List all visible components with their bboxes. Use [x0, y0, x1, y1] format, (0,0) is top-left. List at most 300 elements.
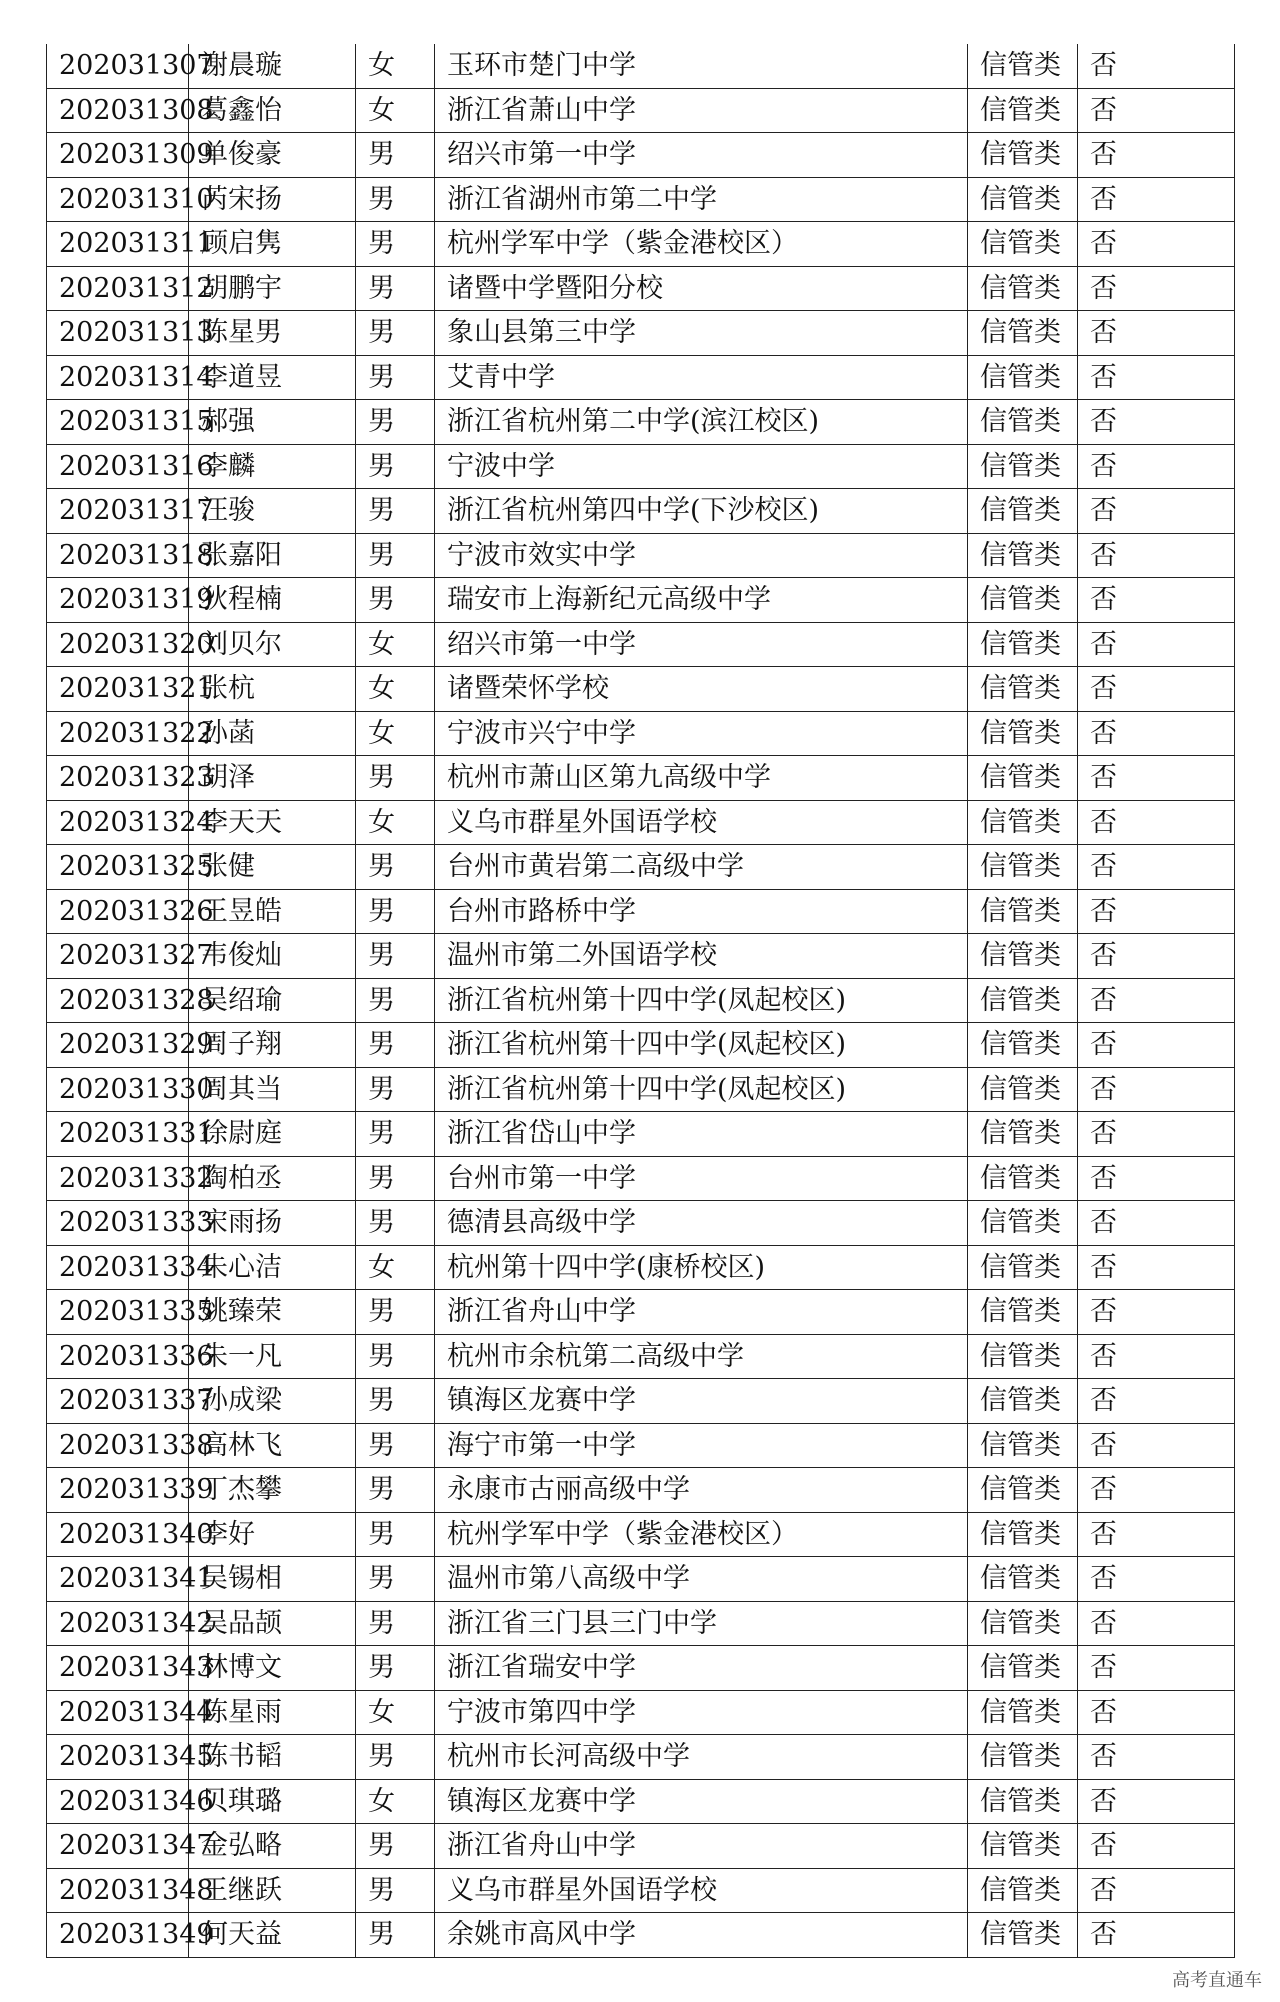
school-cell: 永康市古丽高级中学: [435, 1468, 968, 1513]
school-cell: 杭州市长河高级中学: [435, 1735, 968, 1780]
table-row: [47, 1913, 1235, 1958]
name-cell: 张杭: [189, 667, 356, 712]
flag-cell: 否: [1078, 1868, 1235, 1913]
name-cell: 高林飞: [189, 1423, 356, 1468]
name-cell: 狄程楠: [189, 578, 356, 623]
gender-cell: 男: [356, 889, 435, 934]
school-cell: 诸暨中学暨阳分校: [435, 266, 968, 311]
flag-cell: 否: [1078, 266, 1235, 311]
student-id-cell: 202031307: [47, 44, 189, 88]
category-cell: 信管类: [968, 533, 1078, 578]
gender-cell: 女: [356, 800, 435, 845]
gender-cell: 女: [356, 1779, 435, 1824]
flag-cell: 否: [1078, 444, 1235, 489]
table-row: [47, 1735, 1235, 1780]
category-cell: 信管类: [968, 1423, 1078, 1468]
student-id-cell: 202031337: [47, 1379, 189, 1424]
name-cell: 刘贝尔: [189, 622, 356, 667]
category-cell: 信管类: [968, 1824, 1078, 1869]
category-cell: 信管类: [968, 889, 1078, 934]
gender-cell: 男: [356, 1290, 435, 1335]
category-cell: 信管类: [968, 667, 1078, 712]
school-cell: 镇海区龙赛中学: [435, 1779, 968, 1824]
student-roster-table: [46, 44, 1235, 1958]
flag-cell: 否: [1078, 489, 1235, 534]
flag-cell: 否: [1078, 1512, 1235, 1557]
table-row: [47, 444, 1235, 489]
table-row: [47, 489, 1235, 534]
school-cell: 绍兴市第一中学: [435, 133, 968, 178]
flag-cell: 否: [1078, 1201, 1235, 1246]
student-id-cell: 202031308: [47, 88, 189, 133]
table-row: [47, 1334, 1235, 1379]
category-cell: 信管类: [968, 845, 1078, 890]
gender-cell: 男: [356, 1913, 435, 1958]
gender-cell: 男: [356, 1201, 435, 1246]
flag-cell: 否: [1078, 1067, 1235, 1112]
category-cell: 信管类: [968, 444, 1078, 489]
flag-cell: 否: [1078, 133, 1235, 178]
name-cell: 贝琪璐: [189, 1779, 356, 1824]
flag-cell: 否: [1078, 1290, 1235, 1335]
table-row: [47, 1156, 1235, 1201]
name-cell: 陈星雨: [189, 1690, 356, 1735]
name-cell: 金弘略: [189, 1824, 356, 1869]
flag-cell: 否: [1078, 934, 1235, 979]
table-row: [47, 1690, 1235, 1735]
table-row: [47, 622, 1235, 667]
gender-cell: 男: [356, 266, 435, 311]
school-cell: 浙江省杭州第十四中学(凤起校区): [435, 978, 968, 1023]
school-cell: 诸暨荣怀学校: [435, 667, 968, 712]
flag-cell: 否: [1078, 1646, 1235, 1691]
category-cell: 信管类: [968, 1379, 1078, 1424]
school-cell: 余姚市高风中学: [435, 1913, 968, 1958]
student-id-cell: 202031315: [47, 400, 189, 445]
name-cell: 李天天: [189, 800, 356, 845]
name-cell: 张健: [189, 845, 356, 890]
flag-cell: 否: [1078, 622, 1235, 667]
name-cell: 朱心洁: [189, 1245, 356, 1290]
flag-cell: 否: [1078, 533, 1235, 578]
name-cell: 胡泽: [189, 756, 356, 801]
table-row: [47, 845, 1235, 890]
student-id-cell: 202031349: [47, 1913, 189, 1958]
student-id-cell: 202031309: [47, 133, 189, 178]
category-cell: 信管类: [968, 311, 1078, 356]
table-row: [47, 667, 1235, 712]
student-id-cell: 202031348: [47, 1868, 189, 1913]
school-cell: 杭州市萧山区第九高级中学: [435, 756, 968, 801]
student-id-cell: 202031339: [47, 1468, 189, 1513]
school-cell: 温州市第八高级中学: [435, 1557, 968, 1602]
gender-cell: 男: [356, 489, 435, 534]
gender-cell: 男: [356, 1468, 435, 1513]
student-id-cell: 202031322: [47, 711, 189, 756]
table-row: [47, 934, 1235, 979]
gender-cell: 男: [356, 578, 435, 623]
student-id-cell: 202031318: [47, 533, 189, 578]
table-row: [47, 1112, 1235, 1157]
name-cell: 周其当: [189, 1067, 356, 1112]
school-cell: 绍兴市第一中学: [435, 622, 968, 667]
flag-cell: 否: [1078, 177, 1235, 222]
student-id-cell: 202031335: [47, 1290, 189, 1335]
flag-cell: 否: [1078, 711, 1235, 756]
category-cell: 信管类: [968, 1290, 1078, 1335]
school-cell: 浙江省萧山中学: [435, 88, 968, 133]
student-id-cell: 202031323: [47, 756, 189, 801]
name-cell: 林博文: [189, 1646, 356, 1691]
flag-cell: 否: [1078, 1468, 1235, 1513]
school-cell: 浙江省三门县三门中学: [435, 1601, 968, 1646]
category-cell: 信管类: [968, 1156, 1078, 1201]
gender-cell: 男: [356, 1824, 435, 1869]
gender-cell: 男: [356, 845, 435, 890]
table-row: [47, 1646, 1235, 1691]
student-id-cell: 202031310: [47, 177, 189, 222]
gender-cell: 女: [356, 711, 435, 756]
gender-cell: 女: [356, 88, 435, 133]
student-id-cell: 202031340: [47, 1512, 189, 1557]
category-cell: 信管类: [968, 1601, 1078, 1646]
name-cell: 王继跃: [189, 1868, 356, 1913]
gender-cell: 男: [356, 756, 435, 801]
gender-cell: 男: [356, 1646, 435, 1691]
student-id-cell: 202031344: [47, 1690, 189, 1735]
school-cell: 台州市黄岩第二高级中学: [435, 845, 968, 890]
name-cell: 朱一凡: [189, 1334, 356, 1379]
name-cell: 郝强: [189, 400, 356, 445]
student-id-cell: 202031332: [47, 1156, 189, 1201]
table-row: [47, 1067, 1235, 1112]
name-cell: 李道昱: [189, 355, 356, 400]
name-cell: 孙菡: [189, 711, 356, 756]
table-row: [47, 1201, 1235, 1246]
student-id-cell: 202031328: [47, 978, 189, 1023]
student-id-cell: 202031320: [47, 622, 189, 667]
name-cell: 徐尉庭: [189, 1112, 356, 1157]
flag-cell: 否: [1078, 889, 1235, 934]
flag-cell: 否: [1078, 667, 1235, 712]
school-cell: 浙江省舟山中学: [435, 1824, 968, 1869]
name-cell: 胡鹏宇: [189, 266, 356, 311]
school-cell: 宁波市效实中学: [435, 533, 968, 578]
school-cell: 宁波中学: [435, 444, 968, 489]
category-cell: 信管类: [968, 177, 1078, 222]
flag-cell: 否: [1078, 1913, 1235, 1958]
school-cell: 浙江省杭州第十四中学(凤起校区): [435, 1023, 968, 1068]
gender-cell: 男: [356, 1156, 435, 1201]
student-id-cell: 202031326: [47, 889, 189, 934]
school-cell: 台州市第一中学: [435, 1156, 968, 1201]
flag-cell: 否: [1078, 44, 1235, 88]
gender-cell: 男: [356, 1423, 435, 1468]
roster-body: [47, 44, 1235, 1957]
gender-cell: 男: [356, 1112, 435, 1157]
name-cell: 顾启隽: [189, 222, 356, 267]
student-id-cell: 202031343: [47, 1646, 189, 1691]
table-row: [47, 222, 1235, 267]
name-cell: 王昱皓: [189, 889, 356, 934]
category-cell: 信管类: [968, 1512, 1078, 1557]
flag-cell: 否: [1078, 1245, 1235, 1290]
school-cell: 义乌市群星外国语学校: [435, 800, 968, 845]
category-cell: 信管类: [968, 711, 1078, 756]
name-cell: 李麟: [189, 444, 356, 489]
flag-cell: 否: [1078, 578, 1235, 623]
gender-cell: 男: [356, 444, 435, 489]
student-id-cell: 202031321: [47, 667, 189, 712]
category-cell: 信管类: [968, 88, 1078, 133]
category-cell: 信管类: [968, 1201, 1078, 1246]
gender-cell: 男: [356, 1601, 435, 1646]
name-cell: 何天益: [189, 1913, 356, 1958]
gender-cell: 男: [356, 533, 435, 578]
table-row: [47, 177, 1235, 222]
name-cell: 张嘉阳: [189, 533, 356, 578]
flag-cell: 否: [1078, 1023, 1235, 1068]
flag-cell: 否: [1078, 756, 1235, 801]
gender-cell: 男: [356, 1379, 435, 1424]
category-cell: 信管类: [968, 800, 1078, 845]
student-id-cell: 202031313: [47, 311, 189, 356]
student-id-cell: 202031327: [47, 934, 189, 979]
student-id-cell: 202031338: [47, 1423, 189, 1468]
student-id-cell: 202031314: [47, 355, 189, 400]
name-cell: 陈星男: [189, 311, 356, 356]
flag-cell: 否: [1078, 1779, 1235, 1824]
category-cell: 信管类: [968, 934, 1078, 979]
category-cell: 信管类: [968, 1067, 1078, 1112]
school-cell: 杭州第十四中学(康桥校区): [435, 1245, 968, 1290]
table-row: [47, 1423, 1235, 1468]
flag-cell: 否: [1078, 355, 1235, 400]
school-cell: 义乌市群星外国语学校: [435, 1868, 968, 1913]
school-cell: 杭州市余杭第二高级中学: [435, 1334, 968, 1379]
category-cell: 信管类: [968, 1646, 1078, 1691]
category-cell: 信管类: [968, 1735, 1078, 1780]
school-cell: 浙江省杭州第四中学(下沙校区): [435, 489, 968, 534]
flag-cell: 否: [1078, 1690, 1235, 1735]
flag-cell: 否: [1078, 978, 1235, 1023]
gender-cell: 男: [356, 177, 435, 222]
table-row: [47, 1290, 1235, 1335]
student-id-cell: 202031329: [47, 1023, 189, 1068]
category-cell: 信管类: [968, 578, 1078, 623]
student-id-cell: 202031316: [47, 444, 189, 489]
flag-cell: 否: [1078, 400, 1235, 445]
table-row: [47, 1512, 1235, 1557]
category-cell: 信管类: [968, 1334, 1078, 1379]
flag-cell: 否: [1078, 311, 1235, 356]
student-id-cell: 202031317: [47, 489, 189, 534]
name-cell: 姚臻荣: [189, 1290, 356, 1335]
school-cell: 浙江省杭州第十四中学(凤起校区): [435, 1067, 968, 1112]
name-cell: 陈书韬: [189, 1735, 356, 1780]
flag-cell: 否: [1078, 1379, 1235, 1424]
gender-cell: 男: [356, 1512, 435, 1557]
school-cell: 浙江省岱山中学: [435, 1112, 968, 1157]
category-cell: 信管类: [968, 133, 1078, 178]
name-cell: 孙成梁: [189, 1379, 356, 1424]
gender-cell: 男: [356, 978, 435, 1023]
table-row: [47, 1779, 1235, 1824]
category-cell: 信管类: [968, 1245, 1078, 1290]
school-cell: 海宁市第一中学: [435, 1423, 968, 1468]
student-id-cell: 202031319: [47, 578, 189, 623]
flag-cell: 否: [1078, 1112, 1235, 1157]
flag-cell: 否: [1078, 1423, 1235, 1468]
school-cell: 浙江省湖州市第二中学: [435, 177, 968, 222]
school-cell: 德清县高级中学: [435, 1201, 968, 1246]
flag-cell: 否: [1078, 1557, 1235, 1602]
school-cell: 温州市第二外国语学校: [435, 934, 968, 979]
school-cell: 浙江省瑞安中学: [435, 1646, 968, 1691]
name-cell: 谢晨璇: [189, 44, 356, 88]
student-id-cell: 202031312: [47, 266, 189, 311]
school-cell: 镇海区龙赛中学: [435, 1379, 968, 1424]
category-cell: 信管类: [968, 222, 1078, 267]
category-cell: 信管类: [968, 1868, 1078, 1913]
flag-cell: 否: [1078, 800, 1235, 845]
table-row: [47, 756, 1235, 801]
school-cell: 艾青中学: [435, 355, 968, 400]
category-cell: 信管类: [968, 1913, 1078, 1958]
table-row: [47, 1379, 1235, 1424]
table-row: [47, 1468, 1235, 1513]
gender-cell: 女: [356, 44, 435, 88]
name-cell: 韦俊灿: [189, 934, 356, 979]
gender-cell: 男: [356, 1735, 435, 1780]
school-cell: 浙江省舟山中学: [435, 1290, 968, 1335]
school-cell: 瑞安市上海新纪元高级中学: [435, 578, 968, 623]
student-id-cell: 202031333: [47, 1201, 189, 1246]
watermark-logo-text: 高考直通车: [1172, 1970, 1262, 1991]
table-row: [47, 1824, 1235, 1869]
category-cell: 信管类: [968, 756, 1078, 801]
category-cell: 信管类: [968, 1557, 1078, 1602]
table-row: [47, 133, 1235, 178]
table-row: [47, 711, 1235, 756]
category-cell: 信管类: [968, 489, 1078, 534]
student-id-cell: 202031330: [47, 1067, 189, 1112]
table-row: [47, 978, 1235, 1023]
gender-cell: 男: [356, 1023, 435, 1068]
flag-cell: 否: [1078, 845, 1235, 890]
gender-cell: 男: [356, 1334, 435, 1379]
table-row: [47, 1601, 1235, 1646]
student-id-cell: 202031345: [47, 1735, 189, 1780]
table-row: [47, 533, 1235, 578]
gender-cell: 男: [356, 1868, 435, 1913]
name-cell: 葛鑫怡: [189, 88, 356, 133]
name-cell: 宋雨扬: [189, 1201, 356, 1246]
student-id-cell: 202031311: [47, 222, 189, 267]
student-id-cell: 202031341: [47, 1557, 189, 1602]
flag-cell: 否: [1078, 1601, 1235, 1646]
table-row: [47, 578, 1235, 623]
student-id-cell: 202031342: [47, 1601, 189, 1646]
gender-cell: 男: [356, 934, 435, 979]
gender-cell: 男: [356, 1067, 435, 1112]
gender-cell: 女: [356, 667, 435, 712]
gender-cell: 女: [356, 1245, 435, 1290]
category-cell: 信管类: [968, 1690, 1078, 1735]
student-id-cell: 202031331: [47, 1112, 189, 1157]
student-id-cell: 202031325: [47, 845, 189, 890]
flag-cell: 否: [1078, 1735, 1235, 1780]
school-cell: 杭州学军中学（紫金港校区）: [435, 1512, 968, 1557]
student-id-cell: 202031347: [47, 1824, 189, 1869]
table-row: [47, 266, 1235, 311]
admission-roster-sheet: [46, 44, 1234, 1958]
gender-cell: 男: [356, 133, 435, 178]
table-row: [47, 88, 1235, 133]
name-cell: 李好: [189, 1512, 356, 1557]
gender-cell: 女: [356, 622, 435, 667]
school-cell: 浙江省杭州第二中学(滨江校区): [435, 400, 968, 445]
flag-cell: 否: [1078, 222, 1235, 267]
table-row: [47, 355, 1235, 400]
gender-cell: 男: [356, 1557, 435, 1602]
category-cell: 信管类: [968, 400, 1078, 445]
student-id-cell: 202031336: [47, 1334, 189, 1379]
category-cell: 信管类: [968, 1468, 1078, 1513]
table-row: [47, 311, 1235, 356]
table-row: [47, 1868, 1235, 1913]
category-cell: 信管类: [968, 355, 1078, 400]
school-cell: 宁波市第四中学: [435, 1690, 968, 1735]
flag-cell: 否: [1078, 1824, 1235, 1869]
name-cell: 丁杰攀: [189, 1468, 356, 1513]
school-cell: 玉环市楚门中学: [435, 44, 968, 88]
school-cell: 台州市路桥中学: [435, 889, 968, 934]
gender-cell: 男: [356, 311, 435, 356]
gender-cell: 男: [356, 222, 435, 267]
flag-cell: 否: [1078, 1334, 1235, 1379]
name-cell: 吴锡相: [189, 1557, 356, 1602]
flag-cell: 否: [1078, 1156, 1235, 1201]
name-cell: 单俊豪: [189, 133, 356, 178]
table-row: [47, 44, 1235, 88]
gender-cell: 男: [356, 400, 435, 445]
name-cell: 芮宋扬: [189, 177, 356, 222]
name-cell: 吴品颉: [189, 1601, 356, 1646]
category-cell: 信管类: [968, 266, 1078, 311]
flag-cell: 否: [1078, 88, 1235, 133]
table-row: [47, 1557, 1235, 1602]
table-row: [47, 1023, 1235, 1068]
category-cell: 信管类: [968, 1112, 1078, 1157]
table-row: [47, 1245, 1235, 1290]
table-row: [47, 800, 1235, 845]
name-cell: 吴绍瑜: [189, 978, 356, 1023]
name-cell: 汪骏: [189, 489, 356, 534]
category-cell: 信管类: [968, 622, 1078, 667]
category-cell: 信管类: [968, 978, 1078, 1023]
school-cell: 象山县第三中学: [435, 311, 968, 356]
name-cell: 陶柏丞: [189, 1156, 356, 1201]
student-id-cell: 202031324: [47, 800, 189, 845]
gender-cell: 女: [356, 1690, 435, 1735]
category-cell: 信管类: [968, 44, 1078, 88]
category-cell: 信管类: [968, 1779, 1078, 1824]
table-row: [47, 889, 1235, 934]
student-id-cell: 202031346: [47, 1779, 189, 1824]
school-cell: 宁波市兴宁中学: [435, 711, 968, 756]
student-id-cell: 202031334: [47, 1245, 189, 1290]
